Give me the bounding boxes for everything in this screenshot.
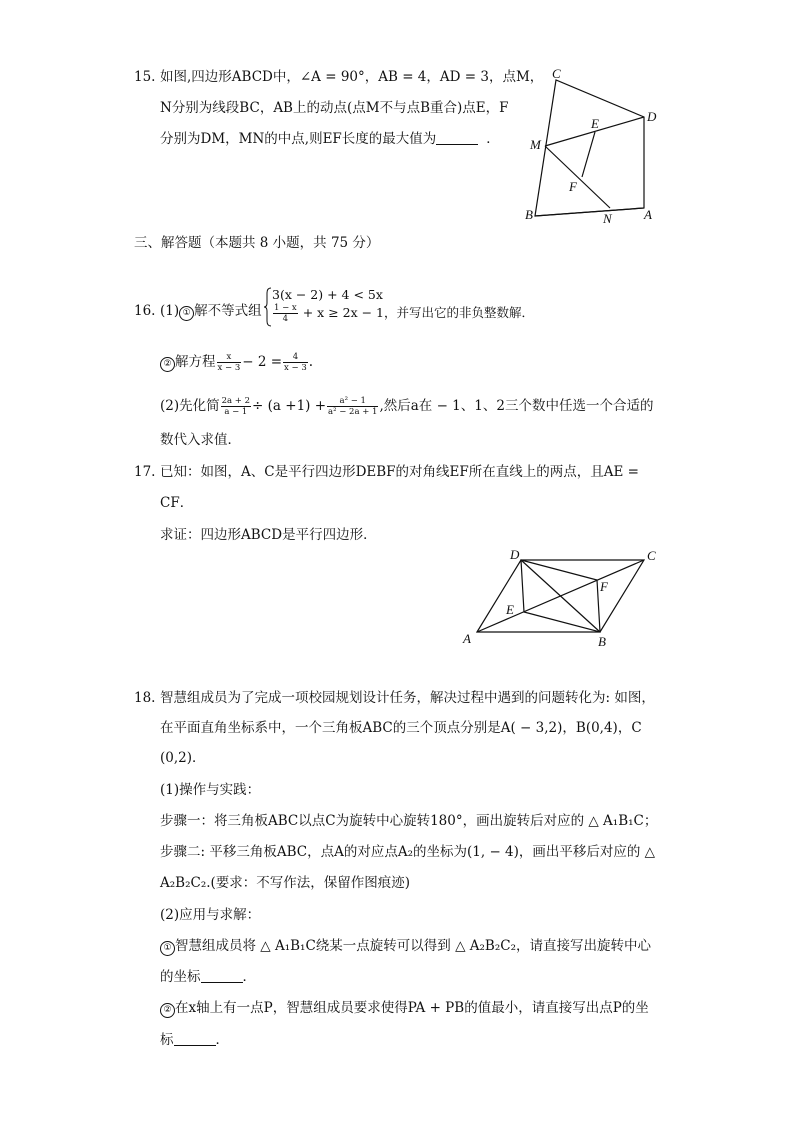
q15-line-3 bbox=[160, 130, 500, 148]
q15-segment-mn bbox=[545, 146, 610, 208]
q18-line-10-text: 的坐标 bbox=[160, 969, 201, 985]
q18-line-10 bbox=[160, 968, 256, 986]
q17-label-f: F bbox=[600, 579, 608, 594]
q16-s-mid: ÷ (a +1) + bbox=[252, 398, 327, 414]
q17-label-e: E bbox=[506, 602, 514, 617]
q16-part-1-2 bbox=[160, 352, 313, 373]
q16-number: 16. bbox=[134, 303, 156, 319]
q18-line-8: (2)应用与求解： bbox=[160, 907, 261, 923]
q18-line-9 bbox=[160, 937, 651, 956]
q16-inequality-1: 3(x − 2) + 4 < 5x bbox=[272, 287, 383, 302]
q16-circle-1: ① bbox=[179, 306, 194, 321]
q16-inequality-2 bbox=[272, 303, 534, 324]
q16-simplify-fraction-2 bbox=[327, 396, 378, 417]
q18-number: 18. bbox=[134, 690, 156, 706]
q16-ineq2-denominator: 4 bbox=[282, 314, 289, 324]
q15-line-3-end: ． bbox=[486, 131, 500, 147]
q15-label-d: D bbox=[647, 109, 657, 124]
q18-line-11-text: 在x轴上有一点P，智慧组成员要求使得PA + PB的值最小，请直接写出点P的坐 bbox=[175, 1000, 649, 1016]
q17-label-a: A bbox=[463, 631, 471, 646]
q16-ineq2-rest: + x ≥ 2x − 1 bbox=[302, 305, 385, 320]
q16-p2-text: 解方程 bbox=[175, 354, 216, 370]
q18-answer-blank-2[interactable] bbox=[174, 1033, 216, 1046]
section-3-title: 三、解答题（本题共 8 小题，共 75 分） bbox=[134, 235, 380, 251]
q18-circle-1: ① bbox=[160, 941, 175, 956]
q16-eq-frac2-numerator: 4 bbox=[283, 352, 308, 363]
q16-part-2 bbox=[160, 396, 653, 417]
q17-number: 17. bbox=[134, 464, 156, 480]
q17-figure bbox=[458, 544, 666, 652]
q16-s-frac2-denominator: a² − 2a + 1 bbox=[328, 407, 378, 417]
q17-label-c: C bbox=[647, 548, 656, 563]
q16-p1-label: (1) bbox=[160, 303, 180, 319]
q16-ineq2-numerator: 1 − x bbox=[274, 303, 297, 313]
q16-part-1-prefix bbox=[160, 302, 262, 321]
q18-line-12-text: 标 bbox=[160, 1032, 174, 1048]
q16-system-brace bbox=[264, 287, 272, 327]
q16-eq-fraction-2 bbox=[283, 352, 308, 373]
q15-segment-ef bbox=[582, 132, 595, 177]
q15-answer-blank[interactable] bbox=[436, 132, 478, 145]
q18-line-5: 步骤一：将三角板ABC以点C为旋转中心旋转180°，画出旋转后对应的 △ A₁B₁C； bbox=[160, 813, 658, 829]
q18-line-9-text: 智慧组成员将 △ A₁B₁C绕某一点旋转可以得到 △ A₂B₂C₂，请直接写出旋转中心 bbox=[175, 938, 651, 954]
q16-eq-frac1-numerator: x bbox=[217, 352, 242, 363]
q18-line-1: 智慧组成员为了完成一项校园规划设计任务，解决过程中遇到的问题转化为: 如图， bbox=[160, 690, 655, 706]
q18-line-12-end: ． bbox=[215, 1032, 229, 1048]
q16-s-end: ,然后a在 − 1、1、2三个数中任选一个合适的 bbox=[379, 398, 654, 414]
q15-label-e: E bbox=[591, 116, 599, 131]
q16-s-frac2-numerator: a² − 1 bbox=[327, 396, 378, 407]
q17-line-2: CF． bbox=[160, 495, 194, 511]
q18-circle-2: ② bbox=[160, 1003, 175, 1018]
q16-eq-mid: − 2 = bbox=[242, 354, 283, 370]
q15-label-m: M bbox=[530, 137, 541, 152]
q15-label-n: N bbox=[603, 211, 612, 226]
q18-line-10-end: ． bbox=[242, 969, 256, 985]
q15-label-a: A bbox=[644, 207, 652, 222]
q15-line-1: 如图,四边形ABCD中，∠A = 90°，AB = 4，AD = 3，点M， bbox=[160, 69, 544, 85]
q17-label-d: D bbox=[510, 547, 520, 562]
q17-line-3: 求证：四边形ABCD是平行四边形． bbox=[160, 527, 377, 543]
q16-eq-end: . bbox=[308, 354, 314, 370]
q15-figure bbox=[518, 66, 668, 232]
q18-line-3: (0,2)． bbox=[160, 750, 206, 766]
q18-line-6: 步骤二: 平移三角板ABC，点A的对应点A₂的坐标为(1, − 4)，画出平移后对应的 △ bbox=[160, 844, 656, 860]
q16-ineq2-fraction bbox=[273, 303, 298, 324]
q16-p1-end: ，并写出它的非负整数解． bbox=[384, 305, 535, 320]
q15-label-c: C bbox=[552, 66, 561, 81]
q15-line-2: N分别为线段BC，AB上的动点(点M不与点B重合)点E，F bbox=[160, 100, 509, 116]
q16-simplify-fraction-1 bbox=[221, 396, 251, 417]
q18-line-11 bbox=[160, 999, 649, 1018]
q16-eq-frac1-denominator: x − 3 bbox=[217, 363, 241, 373]
q15-label-f: F bbox=[569, 179, 577, 194]
q16-s-frac1-denominator: a − 1 bbox=[224, 407, 248, 417]
q18-answer-blank-1[interactable] bbox=[201, 970, 243, 983]
q16-eq-fraction-1 bbox=[217, 352, 242, 373]
q16-p3-text: (2)先化简 bbox=[160, 398, 220, 414]
q17-label-b: B bbox=[598, 634, 606, 649]
q16-eq-frac2-denominator: x − 3 bbox=[284, 363, 307, 373]
q16-s-frac1-numerator: 2a + 2 bbox=[221, 396, 251, 406]
q15-label-b: B bbox=[525, 207, 533, 222]
q16-circle-2: ② bbox=[160, 357, 175, 372]
q18-line-2: 在平面直角坐标系中，一个三角板ABC的三个顶点分别是A( − 3,2)，B(0,4)，C bbox=[160, 720, 642, 736]
q15-number: 15. bbox=[134, 69, 156, 85]
q15-line-3-text: 分别为DM，MN的中点,则EF长度的最大值为 bbox=[160, 131, 437, 147]
q18-line-7: A₂B₂C₂.(要求：不写作法，保留作图痕迹) bbox=[160, 875, 411, 891]
q16-p1-text: 解不等式组 bbox=[194, 303, 262, 319]
q18-line-12 bbox=[160, 1031, 229, 1049]
q15-segment-bn bbox=[535, 208, 644, 216]
q18-line-4: (1)操作与实践： bbox=[160, 782, 261, 798]
q17-line-1: 已知：如图，A、C是平行四边形DEBF的对角线EF所在直线上的两点，且AE = bbox=[160, 464, 639, 480]
q15-quadrilateral bbox=[535, 80, 644, 216]
q16-part-2-line-2: 数代入求值． bbox=[160, 432, 241, 448]
